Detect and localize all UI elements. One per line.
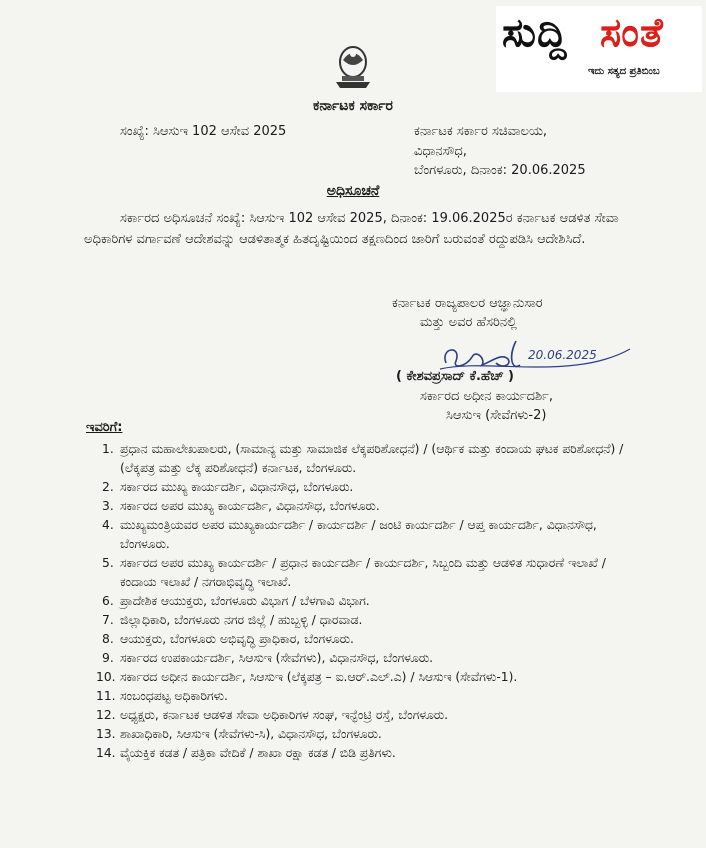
logo-text-sudhi: ಸುದ್ದಿ: [502, 10, 568, 56]
recipient-list: [84, 440, 644, 763]
recipient-item: [84, 744, 644, 763]
recipient-item: [84, 649, 644, 668]
recipient-text: ಆಯುಕ್ತರು, ಬೆಂಗಳೂರು ಅಭಿವೃದ್ಧಿ ಪ್ರಾಧಿಕಾರ, ಬೆಂಗಳೂರು.: [120, 632, 354, 646]
recipient-number: 9.: [102, 651, 114, 665]
recipient-number: 3.: [102, 499, 114, 513]
recipient-text: ಸರ್ಕಾರದ ಉಪಕಾರ್ಯದರ್ಶಿ, ಸಿಆಸುಇ (ಸೇವೆಗಳು), ವಿಧಾನಸೌಧ, ಬೆಂಗಳೂರು.: [120, 651, 434, 665]
recipient-number: 7.: [102, 613, 114, 627]
logo-tagline: ಇದು ಸತ್ಯದ ಪ್ರತಿಬಿಂಬ: [588, 66, 660, 77]
address-date-line: ಬೆಂಗಳೂರು, ದಿನಾಂಕ: 20.06.2025: [414, 163, 586, 178]
news-logo: [496, 6, 702, 92]
recipient-text: ಸರ್ಕಾರದ ಅಧೀನ ಕಾರ್ಯದರ್ಶಿ, ಸಿಆಸುಇ (ಲೆಕ್ಕಪತ್ರ – ಐ.ಆರ್.ಎಲ್.ಎ) / ಸಿಆಸುಇ (ಸೇವೆಗಳು-1).: [120, 670, 518, 684]
recipient-item: [84, 554, 644, 592]
recipient-text: ಸರ್ಕಾರದ ಅಪರ ಮುಖ್ಯ ಕಾರ್ಯದರ್ಶಿ / ಪ್ರಧಾನ ಕಾರ್ಯದರ್ಶಿ / ಕಾರ್ಯದರ್ಶಿ, ಸಿಬ್ಬಂದಿ ಮತ್ತು ಆಡಳಿತ ಸುಧಾರಣೆ ಇಲಾಖೆ / ಕಂದಾಯ ಇಲಾಖೆ / ನಗರಾಭಿವೃದ್ಧಿ ಇಲಾಖೆ.: [120, 556, 606, 589]
recipient-text: ಪ್ರಾದೇಶಿಕ ಆಯುಕ್ತರು, ಬೆಂಗಳೂರು ವಿಭಾಗ / ಬೆಳಗಾವಿ ವಿಭಾಗ.: [120, 594, 370, 608]
recipient-item: [84, 668, 644, 687]
recipient-number: 11.: [96, 689, 116, 703]
to-label: ಇವರಿಗೆ:: [86, 420, 123, 435]
government-heading: ಕರ್ನಾಟಕ ಸರ್ಕಾರ: [313, 98, 393, 114]
recipient-number: 2.: [102, 480, 114, 494]
recipient-text: ಮುಖ್ಯಮಂತ್ರಿಯವರ ಅಪರ ಮುಖ್ಯಕಾರ್ಯದರ್ಶಿ / ಕಾರ್ಯದರ್ಶಿ / ಜಂಟಿ ಕಾರ್ಯದರ್ಶಿ / ಆಪ್ತ ಕಾರ್ಯದರ್ಶಿ, ವಿಧಾನಸೌಧ, ಬೆಂಗಳೂರು.: [120, 518, 597, 551]
notice-body: ಸರ್ಕಾರದ ಅಧಿಸೂಚನೆ ಸಂಖ್ಯೆ: ಸಿಆಸುಇ 102 ಆಸೇವ 2025, ದಿನಾಂಕ: 19.06.2025ರ ಕರ್ನಾಟಕ ಆಡಳಿತ ಸೇವಾ ಅಧಿಕಾರಿಗಳ ವರ್ಗಾವಣೆ ಆದೇಶವನ್ನು ಆಡಳಿತಾತ್ಮಕ ಹಿತದೃಷ್ಟಿಯಿಂದ ತಕ್ಷಣದಿಂದ ಜಾರಿಗೆ ಬರುವಂತೆ ರದ್ದುಪಡಿಸಿ ಆದೇಶಿಸಿದೆ.: [84, 211, 619, 247]
address-line-2: ವಿಧಾನಸೌಧ,: [414, 144, 467, 159]
recipient-text: ಸಂಬಂಧಪಟ್ಟ ಅಧಿಕಾರಿಗಳು.: [120, 689, 228, 703]
signature-date: 20.06.2025: [528, 348, 597, 362]
recipient-text: ಪ್ರಧಾನ ಮಹಾಲೇಖಪಾಲರು, (ಸಾಮಾನ್ಯ ಮತ್ತು ಸಾಮಾಜಿಕ ಲೆಕ್ಕಪರಿಶೋಧನೆ) / (ಆರ್ಥಿಕ ಮತ್ತು ಕಂದಾಯ ಘಟಕ ಪರಿಶೋಧನೆ) / (ಲೆಕ್ಕಪತ್ರ ಮತ್ತು ಲೆಕ್ಕ ಪರಿಶೋಧನೆ) ಕರ್ನಾಟಕ, ಬೆಂಗಳೂರು.: [120, 442, 624, 475]
recipient-number: 8.: [102, 632, 114, 646]
recipient-text: ಜಿಲ್ಲಾಧಿಕಾರಿ, ಬೆಂಗಳೂರು ನಗರ ಜಿಲ್ಲೆ / ಹುಬ್ಬಳ್ಳಿ / ಧಾರವಾಡ.: [120, 613, 363, 627]
order-line-1: ಕರ್ನಾಟಕ ರಾಜ್ಯಪಾಲರ ಆಜ್ಞಾನುಸಾರ: [392, 296, 543, 311]
signatory-name: ( ಕೇಶವಪ್ರಸಾದ್ ಕೆ.ಹೆಚ್ ): [396, 369, 514, 384]
recipient-number: 14.: [96, 746, 116, 760]
recipient-text: ಸರ್ಕಾರದ ಮುಖ್ಯ ಕಾರ್ಯದರ್ಶಿ, ವಿಧಾನಸೌಧ, ಬೆಂಗಳೂರು.: [120, 480, 354, 494]
recipient-number: 12.: [96, 708, 116, 722]
recipient-text: ವೈಯಕ್ತಿಕ ಕಡತ / ಪತ್ರಿಕಾ ವೇದಿಕೆ / ಶಾಖಾ ರಕ್ಷಾ ಕಡತ / ಬಿಡಿ ಪ್ರತಿಗಳು.: [120, 746, 396, 760]
recipient-item: [84, 706, 644, 725]
recipient-number: 4.: [102, 518, 114, 532]
recipient-item: [84, 478, 644, 497]
recipient-number: 13.: [96, 727, 116, 741]
state-emblem-icon: [332, 40, 374, 92]
recipient-number: 5.: [102, 556, 114, 570]
order-line-2: ಮತ್ತು ಅವರ ಹೆಸರಿನಲ್ಲಿ: [420, 315, 517, 330]
recipient-item: [84, 440, 644, 478]
recipient-text: ಶಾಖಾಧಿಕಾರಿ, ಸಿಆಸುಇ (ಸೇವೆಗಳು-ಸಿ), ವಿಧಾನಸೌಧ, ಬೆಂಗಳೂರು.: [120, 727, 382, 741]
recipient-text: ಸರ್ಕಾರದ ಅಪರ ಮುಖ್ಯ ಕಾರ್ಯದರ್ಶಿ, ವಿಧಾನಸೌಧ, ಬೆಂಗಳೂರು.: [120, 499, 380, 513]
recipient-number: 10.: [96, 670, 116, 684]
recipient-item: [84, 516, 644, 554]
signatory-section: ಸಿಆಸುಇ (ಸೇವೆಗಳು-2): [446, 408, 547, 423]
recipient-item: [84, 611, 644, 630]
recipient-item: [84, 592, 644, 611]
reference-number: ಸಂಖ್ಯೆ: ಸಿಆಸುಇ 102 ಆಸೇವ 2025: [120, 124, 287, 139]
recipient-item: [84, 630, 644, 649]
logo-text-sante: ಸಂತೆ: [600, 10, 664, 56]
notice-title: ಅಧಿಸೂಚನೆ: [326, 183, 380, 199]
recipient-item: [84, 497, 644, 516]
recipient-text: ಅಧ್ಯಕ್ಷರು, ಕರ್ನಾಟಕ ಆಡಳಿತ ಸೇವಾ ಅಧಿಕಾರಿಗಳ ಸಂಘ, ಇನ್ಫೆಂಟ್ರಿ ರಸ್ತೆ, ಬೆಂಗಳೂರು.: [120, 708, 449, 722]
recipient-number: 1.: [102, 442, 114, 456]
address-line-1: ಕರ್ನಾಟಕ ಸರ್ಕಾರ ಸಚಿವಾಲಯ,: [414, 124, 548, 139]
recipient-item: [84, 725, 644, 744]
signatory-designation: ಸರ್ಕಾರದ ಅಧೀನ ಕಾರ್ಯದರ್ಶಿ,: [420, 389, 554, 404]
recipient-number: 6.: [102, 594, 114, 608]
recipient-item: [84, 687, 644, 706]
